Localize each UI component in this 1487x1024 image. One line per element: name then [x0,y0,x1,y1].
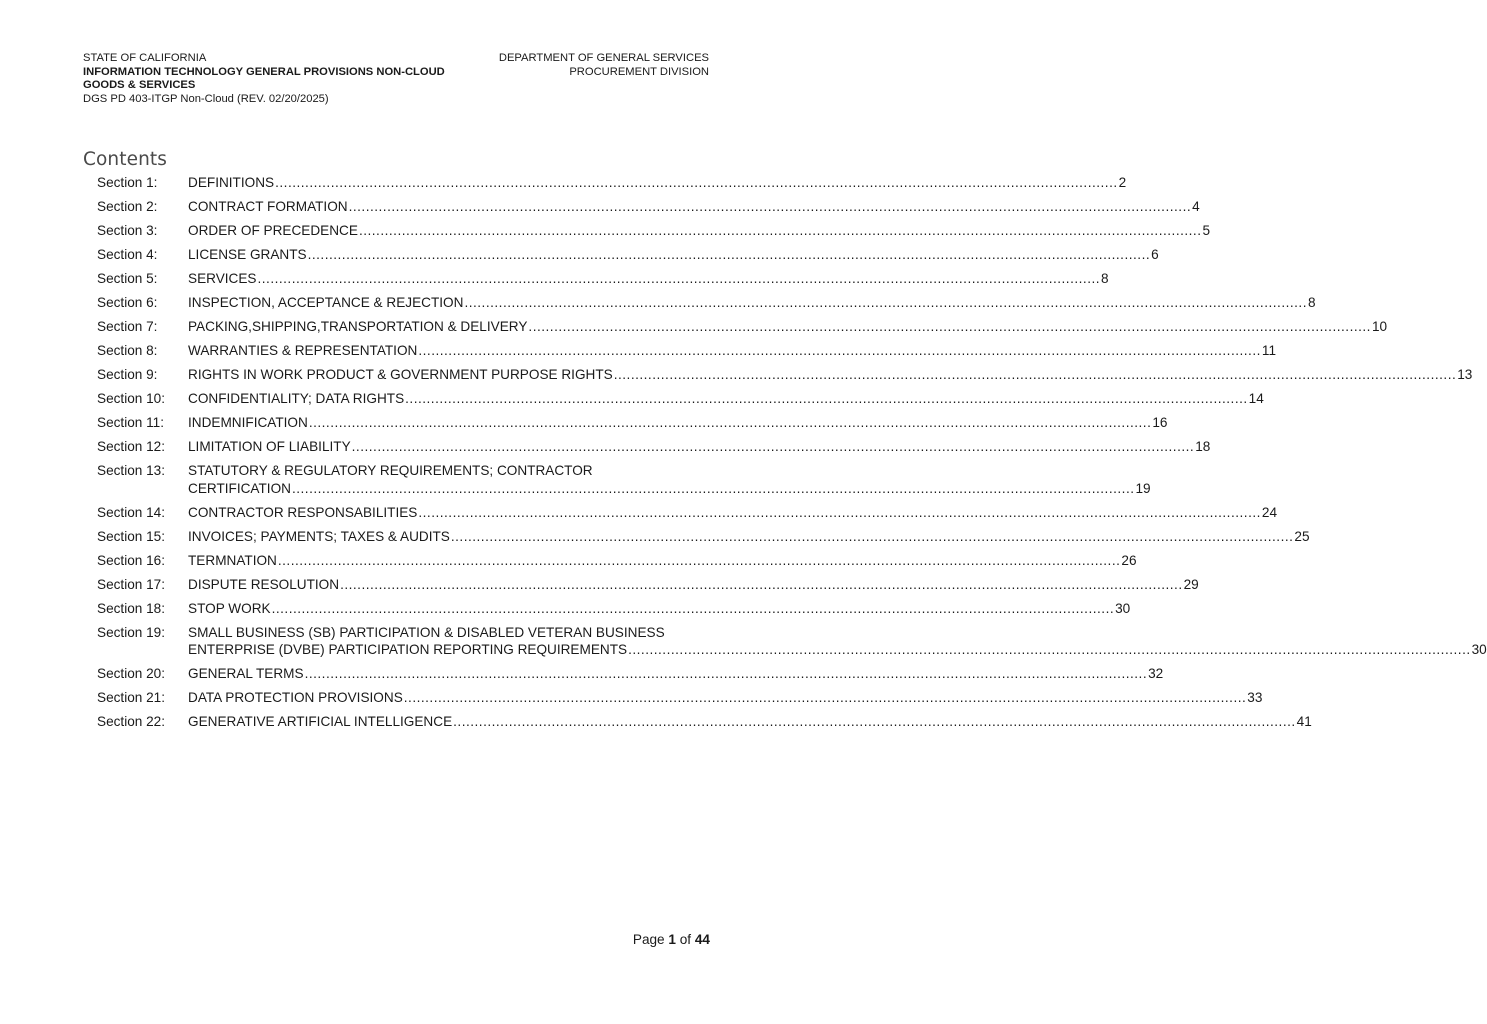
toc-section-number: Section 6: [97,295,158,310]
toc-leader-dots [405,390,1248,408]
toc-leader-dots [292,480,1135,498]
toc-page-number: 5 [1202,223,1211,238]
toc-page-number: 18 [1195,439,1211,454]
toc-title: INDEMNIFICATION [188,415,308,430]
header-right [499,52,709,79]
toc-leader-dots [275,174,1118,192]
toc-page-number: 10 [1371,319,1388,334]
toc-title: INVOICES; PAYMENTS; TAXES & AUDITS [188,528,450,544]
toc-section-number: Section 10: [97,391,166,406]
toc-title-first-line: STATUTORY & REGULATORY REQUIREMENTS; CONTRACTOR [188,463,593,478]
toc-entry[interactable] [97,390,1264,408]
toc-section-number: Section 1: [97,175,158,190]
toc-leader-dots [258,270,1101,288]
toc-entry[interactable] [97,414,1168,432]
toc-section-number: Section 18: [97,600,166,616]
toc-title: WARRANTIES & REPRESENTATION [188,343,418,358]
contents-heading: Contents [83,149,168,170]
toc-section-number: Section 22: [97,714,166,729]
toc-entry[interactable] [97,576,1199,594]
toc-section-number: Section 8: [97,343,158,358]
toc-leader-dots [628,641,1471,659]
toc-title: STOP WORK [188,600,271,616]
toc-leader-dots [404,689,1247,707]
toc-title: ORDER OF PRECEDENCE [188,223,358,238]
header-department: DEPARTMENT OF GENERAL SERVICES [498,52,709,64]
toc-leader-dots [272,600,1115,618]
toc-entry[interactable] [97,462,1151,497]
toc-section-number: Section 5: [97,271,158,286]
current-page: 1 [668,932,676,947]
toc-page-number: 14 [1248,391,1264,406]
toc-entry[interactable] [97,528,1310,546]
toc-title: GENERATIVE ARTIFICIAL INTELLIGENCE [188,714,453,729]
toc-entry[interactable] [97,600,1131,618]
toc-leader-dots [453,713,1296,731]
toc-entry[interactable] [97,342,1277,360]
total-pages: 44 [694,932,710,947]
toc-entry[interactable] [97,665,1164,683]
toc-page-number: 32 [1148,666,1164,681]
toc-entry[interactable] [97,624,1487,659]
toc-entry[interactable] [97,318,1388,336]
toc-page-number: 8 [1307,295,1316,310]
toc-title: LICENSE GRANTS [188,247,307,262]
toc-page-number: 41 [1296,714,1312,729]
toc-section-number: Section 17: [97,576,166,592]
toc-title: LIMITATION OF LIABILITY [188,439,351,454]
of-word: of [679,932,692,947]
header-division: PROCUREMENT DIVISION [569,65,709,78]
toc-title: DATA PROTECTION PROVISIONS [188,690,403,705]
header-state: STATE OF CALIFORNIA [83,52,207,64]
toc-leader-dots [528,318,1371,336]
toc-leader-dots [349,198,1192,216]
toc-page-number: 8 [1101,271,1109,286]
toc-entry[interactable] [97,366,1473,384]
toc-title: CERTIFICATION [188,480,291,496]
toc-leader-dots [305,665,1148,683]
toc-section-number: Section 20: [97,666,166,681]
toc-entry[interactable] [97,174,1127,192]
toc-section-number: Section 2: [97,199,158,214]
toc-section-number: Section 15: [97,528,166,544]
toc-page-number: 16 [1152,415,1168,430]
toc-title: DISPUTE RESOLUTION [188,576,340,592]
toc-entry[interactable] [97,713,1312,731]
toc-title: CONTRACT FORMATION [188,199,348,214]
toc-section-number: Section 12: [97,439,166,454]
toc-page-number: 19 [1135,480,1151,496]
toc-section-number: Section 19: [97,624,166,640]
toc-title: ENTERPRISE (DVBE) PARTICIPATION REPORTING REQUIREMENTS [188,642,628,657]
toc-title: RIGHTS IN WORK PRODUCT & GOVERNMENT PURPOSE RIGHTS [188,367,613,382]
toc-page-number: 25 [1294,528,1310,544]
toc-page-number: 24 [1261,504,1278,520]
toc-section-number: Section 16: [97,552,166,568]
toc-section-number: Section 7: [97,319,158,334]
toc-page-number: 13 [1457,367,1473,382]
toc-page-number: 26 [1121,552,1137,568]
toc-section-number: Section 21: [97,690,166,705]
page-word: Page [632,932,665,947]
toc-title: TERMNATION [188,552,277,568]
header-left [83,52,445,106]
toc-entry[interactable] [97,552,1137,570]
toc-page-number: 4 [1192,199,1200,214]
toc-section-number: Section 3: [97,223,158,238]
header-doc-id: DGS PD 403-ITGP Non-Cloud (REV. 02/20/2025) [83,92,329,105]
toc-page-number: 33 [1247,690,1263,705]
toc-section-number: Section 13: [97,463,166,478]
toc-entry[interactable] [97,198,1200,216]
toc-title: CONTRACTOR RESPONSABILITIES [188,504,418,520]
toc-page-number: 30 [1471,642,1487,657]
toc-title: DEFINITIONS [188,175,275,190]
toc-page-number: 11 [1261,343,1277,358]
toc-entry[interactable] [97,246,1159,264]
toc-leader-dots [451,528,1294,546]
toc-section-number: Section 9: [97,367,158,382]
toc-leader-dots [308,246,1151,264]
toc-title: GENERAL TERMS [188,666,304,681]
toc-entry[interactable] [97,689,1263,707]
toc-leader-dots [614,366,1457,384]
toc-entry[interactable] [97,504,1278,522]
toc-title: INSPECTION, ACCEPTANCE & REJECTION [188,295,464,310]
toc-page-number: 30 [1115,600,1131,616]
toc-leader-dots [352,438,1195,456]
toc-title-first-line: SMALL BUSINESS (SB) PARTICIPATION & DISABLED VETERAN BUSINESS [188,624,665,640]
toc-page-number: 29 [1183,576,1199,592]
toc-leader-dots [309,414,1152,432]
toc-leader-dots [278,552,1121,570]
toc-entry[interactable] [97,438,1211,456]
toc-leader-dots [359,222,1202,240]
toc-section-number: Section 4: [97,247,158,262]
toc-page-number: 6 [1151,247,1159,262]
toc-entry[interactable] [97,222,1211,240]
toc-title: PACKING,SHIPPING,TRANSPORTATION & DELIVERY [188,319,528,334]
toc-section-number: Section 14: [97,504,166,520]
table-of-contents [97,174,1487,737]
header-doc-title: INFORMATION TECHNOLOGY GENERAL PROVISIONS NON-CLOUD [83,65,445,78]
toc-entry[interactable] [97,294,1316,312]
toc-leader-dots [464,294,1307,312]
header-doc-title-cont: GOODS & SERVICES [83,79,196,92]
toc-leader-dots [418,504,1261,522]
page-number [633,932,710,947]
toc-section-number: Section 11: [97,415,165,430]
toc-page-number: 2 [1118,175,1127,190]
toc-leader-dots [340,576,1183,594]
toc-leader-dots [418,342,1261,360]
toc-entry[interactable] [97,270,1109,288]
toc-title: CONFIDENTIALITY; DATA RIGHTS [188,391,405,406]
toc-title: SERVICES [188,271,257,286]
